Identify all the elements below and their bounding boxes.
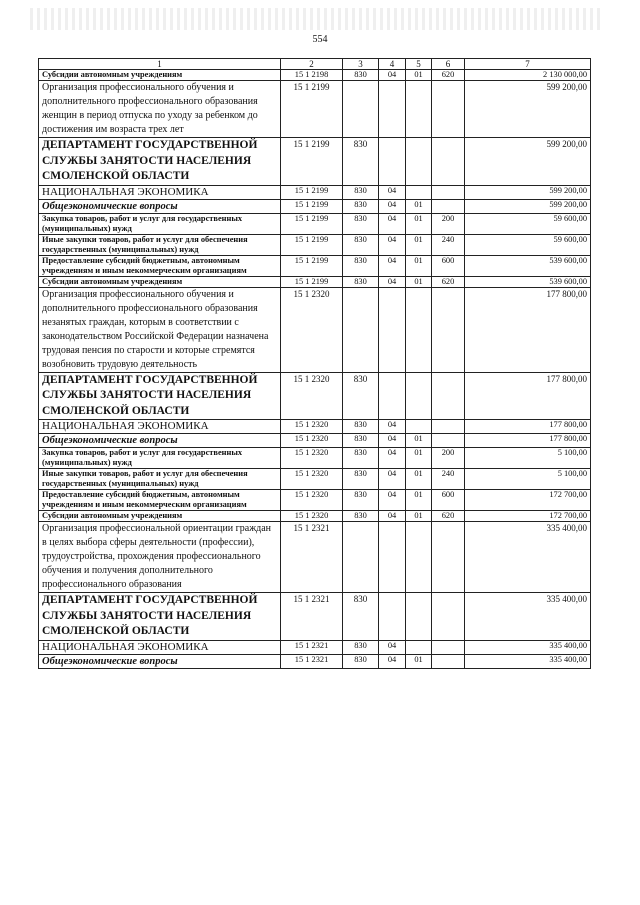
row-name: Организация профессионального обучения и дополнительного профессионального образования женщин в период отпуска по уходу за ребенком до достижения им возраста трех лет xyxy=(39,81,281,138)
row-col4: 04 xyxy=(379,70,406,81)
row-col5: 01 xyxy=(406,511,432,522)
table-row xyxy=(39,511,591,522)
row-name: Иные закупки товаров, работ и услуг для обеспечения государственных (муниципальных) нужд xyxy=(39,469,281,490)
row-col6: 620 xyxy=(432,70,465,81)
row-amount: 335 400,00 xyxy=(465,654,591,668)
row-col4 xyxy=(379,287,406,372)
table-row xyxy=(39,372,591,420)
row-code: 15 1 2199 xyxy=(281,255,343,276)
row-amount: 335 400,00 xyxy=(465,522,591,593)
table-row xyxy=(39,199,591,213)
row-col6 xyxy=(432,138,465,186)
row-code: 15 1 2320 xyxy=(281,490,343,511)
table-row xyxy=(39,654,591,668)
row-code: 15 1 2320 xyxy=(281,469,343,490)
header-cell: 4 xyxy=(379,59,406,70)
row-code: 15 1 2321 xyxy=(281,522,343,593)
row-col3: 830 xyxy=(343,199,379,213)
row-amount: 599 200,00 xyxy=(465,199,591,213)
header-cell: 5 xyxy=(406,59,432,70)
row-col5 xyxy=(406,185,432,199)
row-col6 xyxy=(432,287,465,372)
header-cell: 6 xyxy=(432,59,465,70)
row-amount: 177 800,00 xyxy=(465,434,591,448)
row-code: 15 1 2320 xyxy=(281,511,343,522)
header-cell: 1 xyxy=(39,59,281,70)
row-col4 xyxy=(379,81,406,138)
row-col4: 04 xyxy=(379,255,406,276)
row-col6 xyxy=(432,81,465,138)
row-amount: 539 600,00 xyxy=(465,255,591,276)
row-code: 15 1 2320 xyxy=(281,420,343,434)
row-col6 xyxy=(432,522,465,593)
row-col3: 830 xyxy=(343,640,379,654)
row-name: Субсидии автономным учреждениям xyxy=(39,511,281,522)
row-col5 xyxy=(406,640,432,654)
table-row xyxy=(39,490,591,511)
row-col4 xyxy=(379,372,406,420)
row-code: 15 1 2321 xyxy=(281,654,343,668)
table-row xyxy=(39,434,591,448)
row-col6 xyxy=(432,640,465,654)
table-row xyxy=(39,420,591,434)
row-amount: 599 200,00 xyxy=(465,185,591,199)
row-amount: 335 400,00 xyxy=(465,593,591,641)
row-col3 xyxy=(343,522,379,593)
row-col4 xyxy=(379,138,406,186)
row-name: Закупка товаров, работ и услуг для государственных (муниципальных) нужд xyxy=(39,213,281,234)
row-name: Предоставление субсидий бюджетным, автономным учреждениям и иным некоммерческим организациям xyxy=(39,255,281,276)
row-col5: 01 xyxy=(406,255,432,276)
row-code: 15 1 2320 xyxy=(281,287,343,372)
row-col6: 620 xyxy=(432,511,465,522)
row-col4: 04 xyxy=(379,213,406,234)
row-amount: 59 600,00 xyxy=(465,234,591,255)
header-cell: 2 xyxy=(281,59,343,70)
header-cell: 7 xyxy=(465,59,591,70)
row-amount: 5 100,00 xyxy=(465,469,591,490)
row-amount: 2 130 000,00 xyxy=(465,70,591,81)
row-col6 xyxy=(432,420,465,434)
row-col3: 830 xyxy=(343,593,379,641)
row-amount: 335 400,00 xyxy=(465,640,591,654)
row-col5: 01 xyxy=(406,276,432,287)
row-col4: 04 xyxy=(379,654,406,668)
row-col5 xyxy=(406,522,432,593)
row-name: Общеэкономические вопросы xyxy=(39,434,281,448)
row-col3 xyxy=(343,287,379,372)
row-col3 xyxy=(343,81,379,138)
row-col4: 04 xyxy=(379,490,406,511)
row-col3: 830 xyxy=(343,469,379,490)
row-amount: 172 700,00 xyxy=(465,511,591,522)
row-code: 15 1 2320 xyxy=(281,372,343,420)
row-code: 15 1 2198 xyxy=(281,70,343,81)
row-amount: 539 600,00 xyxy=(465,276,591,287)
row-col5: 01 xyxy=(406,654,432,668)
row-name: Закупка товаров, работ и услуг для государственных (муниципальных) нужд xyxy=(39,448,281,469)
row-col5: 01 xyxy=(406,70,432,81)
row-col5 xyxy=(406,593,432,641)
row-name: Организация профессионального обучения и дополнительного профессионального образования незанятых граждан, которым в соответствии с законодательством Российской Федерации назначена трудовая пенсия по старости и которые стремятся возобновить трудовую деятельность xyxy=(39,287,281,372)
row-col4: 04 xyxy=(379,434,406,448)
scan-smudge xyxy=(30,8,600,30)
row-name: Организация профессиональной ориентации граждан в целях выбора сферы деятельности (профессии), трудоустройства, прохождения профессионального обучения и получения дополнительного профессионального образования xyxy=(39,522,281,593)
row-name: Субсидии автономным учреждениям xyxy=(39,70,281,81)
table-row xyxy=(39,70,591,81)
row-amount: 599 200,00 xyxy=(465,138,591,186)
row-col3: 830 xyxy=(343,255,379,276)
row-col3: 830 xyxy=(343,213,379,234)
row-col6: 240 xyxy=(432,234,465,255)
table-row xyxy=(39,138,591,186)
row-col3: 830 xyxy=(343,138,379,186)
table-row xyxy=(39,255,591,276)
table-row xyxy=(39,81,591,138)
row-name: ДЕПАРТАМЕНТ ГОСУДАРСТВЕННОЙ СЛУЖБЫ ЗАНЯТОСТИ НАСЕЛЕНИЯ СМОЛЕНСКОЙ ОБЛАСТИ xyxy=(39,138,281,186)
row-col5: 01 xyxy=(406,448,432,469)
row-col4: 04 xyxy=(379,420,406,434)
row-code: 15 1 2199 xyxy=(281,81,343,138)
table-row xyxy=(39,522,591,593)
row-name: ДЕПАРТАМЕНТ ГОСУДАРСТВЕННОЙ СЛУЖБЫ ЗАНЯТОСТИ НАСЕЛЕНИЯ СМОЛЕНСКОЙ ОБЛАСТИ xyxy=(39,372,281,420)
row-col5: 01 xyxy=(406,490,432,511)
row-col3: 830 xyxy=(343,420,379,434)
row-amount: 177 800,00 xyxy=(465,372,591,420)
row-col5: 01 xyxy=(406,199,432,213)
table-row xyxy=(39,234,591,255)
row-col4: 04 xyxy=(379,276,406,287)
row-col5 xyxy=(406,372,432,420)
row-col3: 830 xyxy=(343,490,379,511)
table-row xyxy=(39,448,591,469)
row-col5 xyxy=(406,420,432,434)
row-col3: 830 xyxy=(343,372,379,420)
table-row xyxy=(39,593,591,641)
row-name: НАЦИОНАЛЬНАЯ ЭКОНОМИКА xyxy=(39,185,281,199)
page-number: 554 xyxy=(312,34,328,45)
table-row xyxy=(39,276,591,287)
row-col4: 04 xyxy=(379,185,406,199)
row-col6: 200 xyxy=(432,448,465,469)
row-amount: 59 600,00 xyxy=(465,213,591,234)
table-header-row xyxy=(39,59,591,70)
row-col5: 01 xyxy=(406,234,432,255)
header-cell: 3 xyxy=(343,59,379,70)
row-col6 xyxy=(432,593,465,641)
row-col3: 830 xyxy=(343,70,379,81)
row-col6 xyxy=(432,199,465,213)
row-code: 15 1 2199 xyxy=(281,276,343,287)
row-name: Иные закупки товаров, работ и услуг для обеспечения государственных (муниципальных) нужд xyxy=(39,234,281,255)
row-code: 15 1 2321 xyxy=(281,593,343,641)
row-name: Субсидии автономным учреждениям xyxy=(39,276,281,287)
row-col4: 04 xyxy=(379,448,406,469)
row-col4: 04 xyxy=(379,511,406,522)
row-col4: 04 xyxy=(379,469,406,490)
row-col3: 830 xyxy=(343,185,379,199)
row-col5 xyxy=(406,138,432,186)
row-col6: 620 xyxy=(432,276,465,287)
row-name: Общеэкономические вопросы xyxy=(39,654,281,668)
row-col6 xyxy=(432,434,465,448)
row-amount: 177 800,00 xyxy=(465,287,591,372)
row-col5 xyxy=(406,287,432,372)
budget-table xyxy=(38,58,591,669)
table-row xyxy=(39,213,591,234)
row-col5: 01 xyxy=(406,213,432,234)
row-name: Общеэкономические вопросы xyxy=(39,199,281,213)
row-col5 xyxy=(406,81,432,138)
row-name: НАЦИОНАЛЬНАЯ ЭКОНОМИКА xyxy=(39,640,281,654)
row-col6: 240 xyxy=(432,469,465,490)
row-col6 xyxy=(432,372,465,420)
row-code: 15 1 2320 xyxy=(281,448,343,469)
row-name: Предоставление субсидий бюджетным, автономным учреждениям и иным некоммерческим организациям xyxy=(39,490,281,511)
row-col3: 830 xyxy=(343,276,379,287)
table-row xyxy=(39,640,591,654)
row-col6: 600 xyxy=(432,255,465,276)
row-col3: 830 xyxy=(343,448,379,469)
table-row xyxy=(39,185,591,199)
row-col4 xyxy=(379,593,406,641)
table-row xyxy=(39,287,591,372)
row-col3: 830 xyxy=(343,234,379,255)
row-col4: 04 xyxy=(379,234,406,255)
row-name: ДЕПАРТАМЕНТ ГОСУДАРСТВЕННОЙ СЛУЖБЫ ЗАНЯТОСТИ НАСЕЛЕНИЯ СМОЛЕНСКОЙ ОБЛАСТИ xyxy=(39,593,281,641)
row-amount: 5 100,00 xyxy=(465,448,591,469)
row-code: 15 1 2199 xyxy=(281,138,343,186)
row-col4: 04 xyxy=(379,199,406,213)
row-amount: 177 800,00 xyxy=(465,420,591,434)
row-col4: 04 xyxy=(379,640,406,654)
row-code: 15 1 2321 xyxy=(281,640,343,654)
table-row xyxy=(39,469,591,490)
row-col5: 01 xyxy=(406,434,432,448)
row-code: 15 1 2199 xyxy=(281,185,343,199)
row-col4 xyxy=(379,522,406,593)
row-col6: 600 xyxy=(432,490,465,511)
row-amount: 599 200,00 xyxy=(465,81,591,138)
row-col3: 830 xyxy=(343,434,379,448)
row-col3: 830 xyxy=(343,654,379,668)
row-code: 15 1 2320 xyxy=(281,434,343,448)
row-code: 15 1 2199 xyxy=(281,199,343,213)
row-amount: 172 700,00 xyxy=(465,490,591,511)
row-name: НАЦИОНАЛЬНАЯ ЭКОНОМИКА xyxy=(39,420,281,434)
row-col6 xyxy=(432,654,465,668)
row-col6: 200 xyxy=(432,213,465,234)
row-col3: 830 xyxy=(343,511,379,522)
row-code: 15 1 2199 xyxy=(281,234,343,255)
row-col6 xyxy=(432,185,465,199)
row-col5: 01 xyxy=(406,469,432,490)
row-code: 15 1 2199 xyxy=(281,213,343,234)
